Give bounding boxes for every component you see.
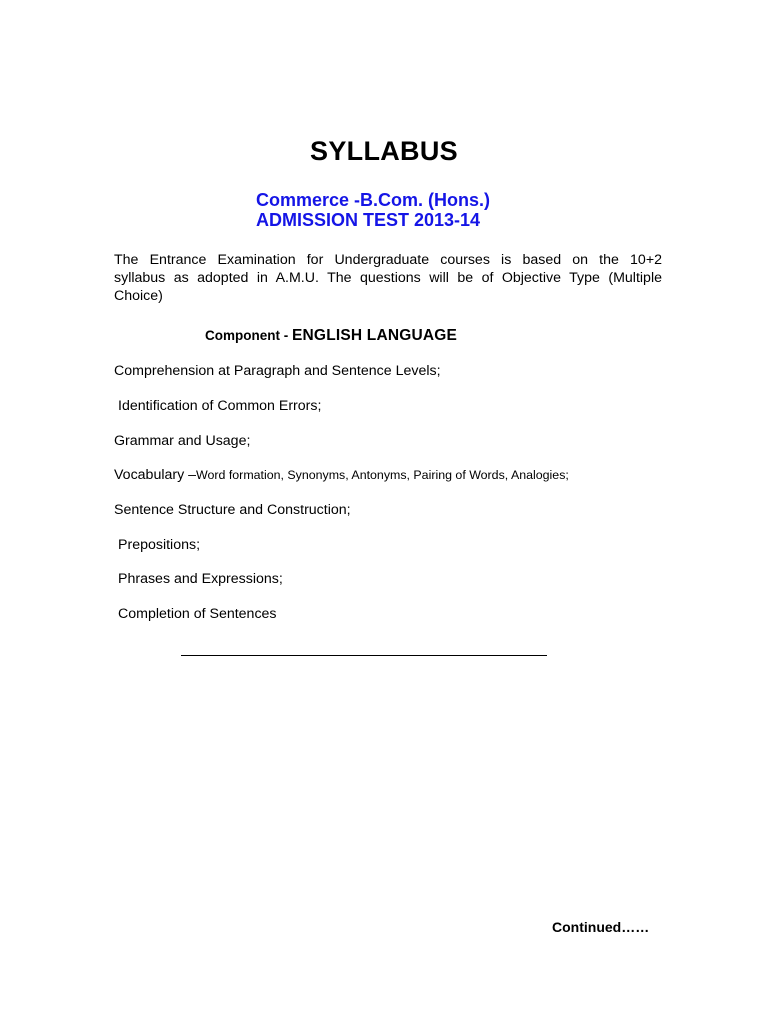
intro-line-3: Choice) <box>114 288 163 304</box>
syllabus-item-completion: Completion of Sentences <box>118 606 277 622</box>
course-subtitle: Commerce -B.Com. (Hons.) <box>256 190 491 210</box>
syllabus-item-grammar: Grammar and Usage; <box>114 433 251 449</box>
intro-paragraph <box>114 251 662 305</box>
syllabus-item-vocabulary <box>114 467 569 483</box>
vocabulary-prefix: Vocabulary – <box>114 467 197 483</box>
syllabus-item-errors: Identification of Common Errors; <box>118 398 322 414</box>
syllabus-item-comprehension: Comprehension at Paragraph and Sentence Levels; <box>114 363 441 379</box>
syllabus-item-sentence-structure: Sentence Structure and Construction; <box>114 502 351 518</box>
syllabus-item-phrases: Phrases and Expressions; <box>118 571 283 587</box>
syllabus-item-prepositions: Prepositions; <box>118 537 201 553</box>
component-heading <box>205 327 457 345</box>
page-title: SYLLABUS <box>310 136 458 166</box>
admission-test-subtitle: ADMISSION TEST 2013-14 <box>256 210 481 230</box>
intro-line-2: syllabus as adopted in A.M.U. The questions will be of Objective Type (Multiple <box>114 270 662 286</box>
component-label: Component - <box>205 328 292 343</box>
vocabulary-detail: Word formation, Synonyms, Antonyms, Pairing of Words, Analogies; <box>196 468 569 482</box>
continued-note: Continued…… <box>552 919 650 935</box>
section-divider <box>181 655 547 656</box>
intro-line-1: The Entrance Examination for Undergraduate courses is based on the 10+2 <box>114 252 662 268</box>
component-value: ENGLISH LANGUAGE <box>292 327 458 344</box>
